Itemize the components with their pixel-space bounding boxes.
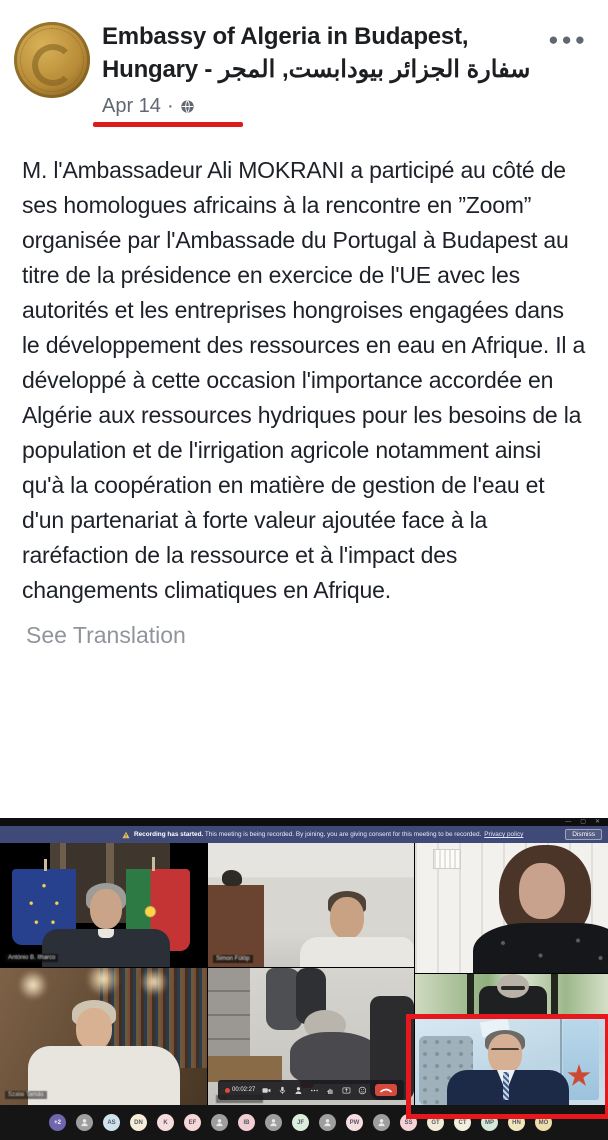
recording-banner bbox=[0, 826, 608, 843]
privacy-policy-link[interactable]: Privacy policy bbox=[484, 831, 524, 838]
light-bokeh bbox=[18, 970, 48, 1000]
person-icon bbox=[80, 1118, 89, 1127]
participant-avatar[interactable]: JF bbox=[292, 1114, 309, 1131]
recording-banner-text: Recording has started. This meeting is being recorded. By joining, you are giving consent for this meeting to be recorded. Privacy policy bbox=[134, 831, 524, 838]
participant-avatar[interactable] bbox=[373, 1114, 390, 1131]
more-icon[interactable] bbox=[310, 1086, 319, 1095]
window-frame bbox=[551, 974, 558, 1017]
person-icon bbox=[269, 1118, 278, 1127]
end-call-button[interactable] bbox=[375, 1084, 397, 1096]
participant-avatar[interactable]: MP bbox=[481, 1114, 498, 1131]
post-header bbox=[0, 0, 608, 127]
participant-face bbox=[330, 897, 364, 939]
eu-flag-pole bbox=[44, 859, 47, 871]
annotation-underline bbox=[93, 122, 243, 127]
dismiss-button[interactable]: Dismiss bbox=[565, 829, 602, 840]
post-meta bbox=[102, 95, 554, 118]
page-avatar[interactable] bbox=[14, 22, 90, 98]
participant-avatar[interactable] bbox=[319, 1114, 336, 1131]
public-globe-icon bbox=[180, 99, 195, 114]
recording-indicator: 00:02:27 bbox=[225, 1087, 255, 1093]
participant-avatar[interactable] bbox=[265, 1114, 282, 1131]
reactions-icon[interactable] bbox=[358, 1086, 367, 1095]
video-tile-right-middle[interactable] bbox=[415, 974, 608, 1017]
window-titlebar bbox=[0, 818, 608, 826]
warning-icon bbox=[122, 831, 130, 839]
window-frame bbox=[467, 974, 474, 1017]
close-icon[interactable]: ✕ bbox=[594, 819, 600, 825]
participant-avatar[interactable]: MO bbox=[535, 1114, 552, 1131]
page-name[interactable]: Embassy of Algeria in Budapest, Hungary - سفارة الجزائر بيودابست, المجر bbox=[102, 23, 531, 83]
glasses bbox=[501, 986, 525, 990]
participant-face bbox=[519, 863, 565, 919]
participant-avatar[interactable] bbox=[211, 1114, 228, 1131]
raise-hand-icon[interactable] bbox=[326, 1086, 335, 1095]
participant-name-label: Simon Fülöp bbox=[213, 955, 253, 963]
light-bokeh bbox=[140, 968, 168, 996]
participant-body bbox=[300, 937, 414, 967]
video-tile-top-right[interactable] bbox=[415, 843, 608, 973]
share-screen-icon[interactable] bbox=[342, 1086, 351, 1095]
shirt-collar bbox=[98, 929, 114, 938]
video-icon[interactable] bbox=[262, 1086, 271, 1095]
cabinet bbox=[208, 968, 250, 1060]
person-icon bbox=[377, 1118, 386, 1127]
person-icon bbox=[215, 1118, 224, 1127]
portugal-flag-pole bbox=[152, 857, 155, 871]
meta-separator: · bbox=[166, 95, 174, 117]
bird-statue bbox=[222, 870, 242, 886]
participant-name-label: Szalai Tamás bbox=[5, 1091, 47, 1099]
header-text bbox=[102, 16, 554, 127]
participant-jacket bbox=[473, 923, 608, 973]
video-tile-top-middle[interactable] bbox=[208, 843, 414, 967]
radiator bbox=[433, 849, 461, 869]
video-tile-portugal-ambassador[interactable] bbox=[0, 843, 207, 967]
annotation-highlight-box bbox=[406, 1014, 608, 1119]
participant-face bbox=[76, 1008, 112, 1050]
participant-name-label: António B. Ilharco bbox=[5, 954, 58, 962]
more-options-icon[interactable]: ●●● bbox=[548, 30, 588, 49]
person-icon bbox=[323, 1118, 332, 1127]
participant-avatar[interactable]: CT bbox=[454, 1114, 471, 1131]
record-dot-icon bbox=[225, 1088, 230, 1093]
participant-avatar[interactable]: PW bbox=[346, 1114, 363, 1131]
participant-shirt bbox=[28, 1046, 180, 1105]
participant-face bbox=[90, 889, 122, 929]
video-tile-bottom-left[interactable] bbox=[0, 968, 207, 1105]
participant-avatar[interactable]: IB bbox=[238, 1114, 255, 1131]
see-translation-link[interactable]: See Translation bbox=[26, 622, 186, 648]
participant-avatar-overflow[interactable]: +2 bbox=[49, 1114, 66, 1131]
participant-avatar[interactable]: DN bbox=[130, 1114, 147, 1131]
participant-avatar[interactable]: AS bbox=[103, 1114, 120, 1131]
participants-icon[interactable] bbox=[294, 1086, 303, 1095]
zoom-meeting-window bbox=[0, 818, 608, 1140]
post-timestamp[interactable]: Apr 14 bbox=[102, 95, 161, 117]
zoom-control-bar bbox=[218, 1080, 404, 1100]
post-body-text: M. l'Ambassadeur Ali MOKRANI a participé au côté de ses homologues africains à la rencontre en ”Zoom” organisée par l'Ambassade du Portugal à Budapest au titre de la présidence en exercice de l'UE avec les autorités et les entreprises hongroises engagées dans le développement des ressources en eau en Afrique. Il a développé à cette occasion l'importance accordée en Algérie aux ressources hydriques pour les besoins de la population et de l'irrigation agricole notamment ainsi qu'à la coopération en matière de gestion de l'eau et d'un partenariat à forte valeur ajoutée face à la raréfaction de la ressource et à l'impact des changements climatiques en Afrique. bbox=[22, 157, 586, 603]
desk bbox=[208, 1056, 282, 1082]
participant-avatar[interactable]: HN bbox=[508, 1114, 525, 1131]
maximize-icon[interactable]: ▢ bbox=[580, 819, 586, 825]
participant-avatar[interactable] bbox=[76, 1114, 93, 1131]
participant-avatar[interactable]: K bbox=[157, 1114, 174, 1131]
minimize-icon[interactable]: — bbox=[565, 819, 572, 825]
participant-avatar[interactable]: EF bbox=[184, 1114, 201, 1131]
mic-icon[interactable] bbox=[278, 1086, 287, 1095]
participant-avatar[interactable]: GT bbox=[427, 1114, 444, 1131]
participant-avatar[interactable]: SS bbox=[400, 1114, 417, 1131]
